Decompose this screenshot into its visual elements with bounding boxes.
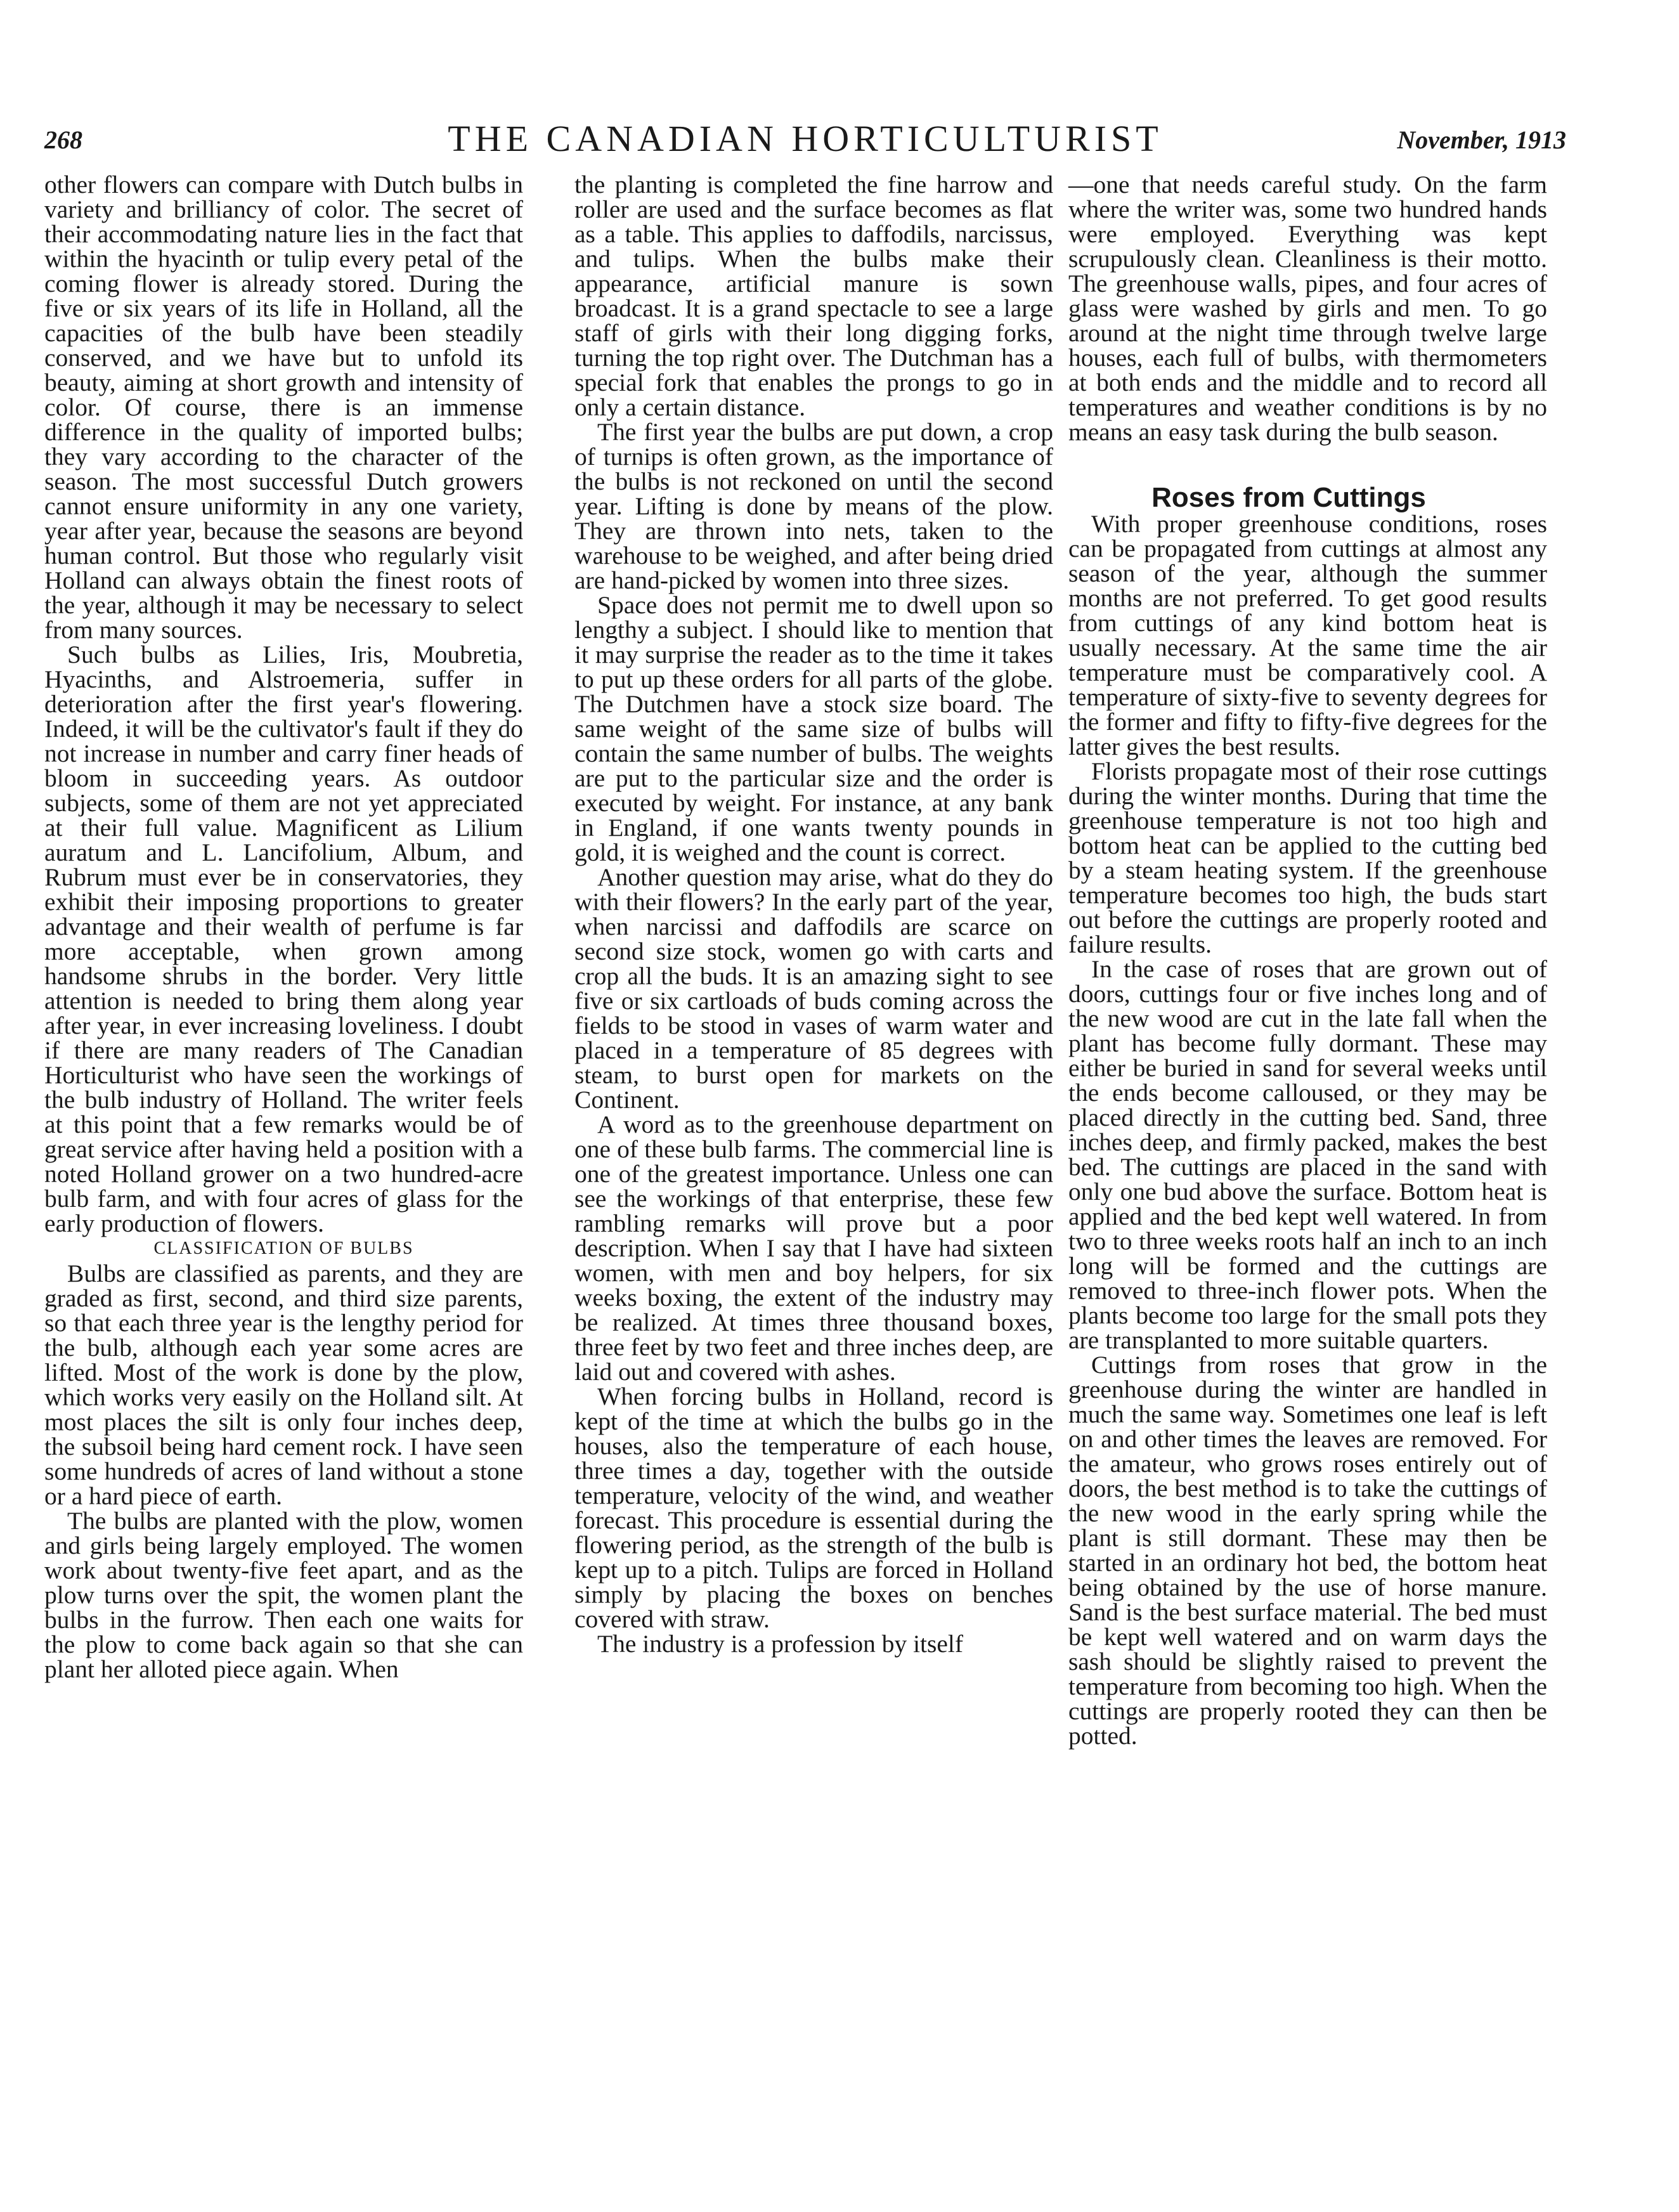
- page-number: 268: [44, 126, 82, 154]
- paragraph: With proper greenhouse conditions, roses can be propagated from cuttings at almost any season of the year, although the summer months are not preferred. To get good results from cuttings of any kind bottom heat is usually necessary. At the same time the air temperature must be comparatively cool. A temperature of sixty-five to seventy degrees for the former and fifty to fifty-five degrees for the latter gives the best results.: [1068, 510, 1547, 760]
- issue-date: November, 1913: [1397, 126, 1566, 154]
- subheading-classification: CLASSIFICATION OF BULBS: [153, 1239, 414, 1258]
- paragraph: The first year the bulbs are put down, a crop of turnips is often grown, as the importance of the bulbs is not reckoned on until the second year. Lifting is done by means of the plow. They are thrown into nets, taken to the warehouse to be weighed, and after being dried are hand-picked by women into three sizes.: [574, 418, 1053, 594]
- page-header: [44, 117, 1566, 168]
- paragraph: —one that needs careful study. On the farm where the writer was, some two hundred hands were employed. Everything was kept scrupulously clean. Cleanliness is their motto. The greenhouse walls, pipes, and four acres of glass were washed by girls and men. To go around at the night time through twelve large houses, each full of bulbs, with thermometers at both ends and the middle and to record all temperatures and weather conditions is by no means an easy task during the bulb season.: [1068, 171, 1547, 446]
- column-3: [1068, 172, 1547, 1748]
- paragraph: When forcing bulbs in Holland, record is kept of the time at which the bulbs go in the houses, also the temperature of each house, three times a day, together with the outside temperature, velocity of the wind, and weather forecast. This procedure is essential during the flowering period, as the strength of the bulb is kept up to a pitch. Tulips are forced in Holland simply by placing the boxes on benches covered with straw.: [574, 1382, 1053, 1633]
- paragraph: the planting is completed the fine harrow and roller are used and the surface becomes as flat as a table. This applies to daffodils, narcissus, and tulips. When the bulbs make their appearance, artificial manure is sown broadcast. It is a grand spectacle to see a large staff of girls with their long digging forks, turning the top right over. The Dutchman has a special fork that enables the prongs to go in only a certain distance.: [574, 171, 1053, 421]
- paragraph: Space does not permit me to dwell upon so lengthy a subject. I should like to mention that it may surprise the reader as to the time it takes to put up these orders for all parts of the globe. The Dutchmen have a stock size board. The same weight of the same size of bulbs will contain the same number of bulbs. The weights are put to the particular size and the order is executed by weight. For instance, at any bank in England, if one wants twenty pounds in gold, it is weighed and the count is correct.: [574, 591, 1053, 866]
- column-1: [44, 172, 523, 1682]
- column-2: [574, 172, 1053, 1656]
- journal-title: THE CANADIAN HORTICULTURIST: [448, 118, 1163, 159]
- section-heading-roses: Roses from Cuttings: [1151, 482, 1426, 513]
- paragraph: In the case of roses that are grown out of doors, cuttings four or five inches long and of the new wood are cut in the late fall when the plant has become fully dormant. These may either be buried in sand for several weeks until the ends become calloused, or they may be placed directly in the cutting bed. Sand, three inches deep, and firmly packed, makes the best bed. The cuttings are placed in the sand with only one bud above the surface. Bottom heat is applied and the bed kept well watered. In from two to three weeks roots half an inch to an inch long will be formed and the cuttings are removed to three-inch flower pots. When the plants become too large for the small pots they are transplanted to more suitable quarters.: [1068, 955, 1547, 1354]
- paragraph: Such bulbs as Lilies, Iris, Moubretia, Hyacinths, and Alstroemeria, suffer in deterioration after the first year's flowering. Indeed, it will be the cultivator's fault if they do not increase in number and carry finer heads of bloom in succeeding years. As outdoor subjects, some of them are not yet appreciated at their full value. Magnificent as Lilium auratum and L. Lancifolium, Album, and Rubrum must ever be in conservatories, they exhibit their imposing proportions to greater advantage and their wealth of perfume is far more acceptable, when grown among handsome shrubs in the border. Very little attention is needed to bring them along year after year, in ever increasing loveliness. I doubt if there are many readers of The Canadian Horticulturist who have seen the workings of the bulb industry of Holland. The writer feels at this point that a few remarks would be of great service after having held a position with a noted Holland grower on a two hundred-acre bulb farm, and with four acres of glass for the early production of flowers.: [44, 641, 523, 1237]
- paragraph: Florists propagate most of their rose cuttings during the winter months. During that time the greenhouse temperature is not too high and bottom heat can be applied to the cutting bed by a steam heating system. If the greenhouse temperature becomes too high, the buds start out before the cuttings are properly rooted and failure results.: [1068, 757, 1547, 958]
- paragraph: other flowers can compare with Dutch bulbs in variety and brilliancy of color. The secret of their accommodating nature lies in the fact that within the hyacinth or tulip every petal of the coming flower is already stored. During the five or six years of its life in Holland, all the capacities of the bulb have been steadily conserved, and we have but to unfold its beauty, aiming at short growth and intensity of color. Of course, there is an immense difference in the quality of imported bulbs; they vary according to the character of the season. The most successful Dutch growers cannot ensure uniformity in any one variety, year after year, because the seasons are beyond human control. But those who regularly visit Holland can always obtain the finest roots of the year, although it may be necessary to select from many sources.: [44, 171, 523, 644]
- paragraph: A word as to the greenhouse department on one of these bulb farms. The commercial line is one of the greatest importance. Unless one can see the workings of that enterprise, these few rambling remarks will prove but a poor description. When I say that I have had sixteen women, with men and boy helpers, for six weeks boxing, the extent of the industry may be realized. At times three thousand boxes, three feet by two feet and three inches deep, are laid out and covered with ashes.: [574, 1110, 1053, 1386]
- paragraph: Another question may arise, what do they do with their flowers? In the early part of the year, when narcissi and daffodils are scarce on second size stock, women go with carts and crop all the buds. It is an amazing sight to see five or six cartloads of buds coming across the fields to be stood in vases of warm water and placed in a temperature of 85 degrees with steam, to burst open for markets on the Continent.: [574, 863, 1053, 1114]
- paragraph: The bulbs are planted with the plow, women and girls being largely employed. The women work about twenty-five feet apart, and as the plow turns over the spit, the women plant the bulbs in the furrow. Then each one waits for the plow to come back again so that she can plant her alloted piece again. When: [44, 1507, 523, 1683]
- paragraph: Cuttings from roses that grow in the greenhouse during the winter are handled in much the same way. Sometimes one leaf is left on and other times the leaves are removed. For the amateur, who grows roses entirely out of doors, the best method is to take the cuttings of the new wood in the early spring while the plant is still dormant. These may then be started in an ordinary hot bed, the bottom heat being obtained by the use of horse manure. Sand is the best surface material. The bed must be kept well watered and on warm days the sash should be slightly raised to prevent the temperature from becoming too high. When the cuttings are properly rooted they can then be potted.: [1068, 1351, 1547, 1750]
- paragraph: The industry is a profession by itself: [597, 1630, 964, 1658]
- paragraph: Bulbs are classified as parents, and they are graded as first, second, and third size parents, so that each three year is the lengthy period for the bulb, although each year some acres are lifted. Most of the work is done by the plow, which works very easily on the Holland silt. At most places the silt is only four inches deep, the subsoil being hard cement rock. I have seen some hundreds of acres of land without a stone or a hard piece of earth.: [44, 1259, 523, 1510]
